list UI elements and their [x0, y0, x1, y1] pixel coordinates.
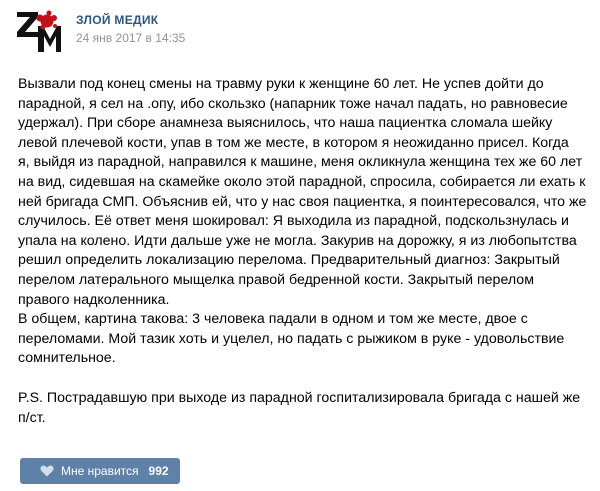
post-paragraph: В общем, картина такова: 3 человека падали в одном и том же месте, двое с переломами. Мой тазик хоть и уцелел, но падать с рыжиком в руке - удовольствие сомнительное.: [18, 311, 565, 367]
post-date[interactable]: 24 янв 2017 в 14:35: [76, 31, 186, 45]
like-label: Мне нравится: [61, 464, 139, 478]
avatar[interactable]: [14, 8, 62, 54]
paragraph-spacer: [18, 369, 588, 389]
author-link[interactable]: ЗЛОЙ МЕДИК: [76, 13, 159, 27]
post-text: [18, 75, 588, 428]
like-count: 992: [148, 464, 169, 478]
post-meta: [76, 13, 185, 46]
post-paragraph: Вызвали под конец смены на травму руки к женщине 60 лет. Не успев дойти до парадной, я сел на .опу, ибо скользко (напарник тоже начал падать, но равновесие удержал). При сборе анамнеза выяснилось, что наша пациентка сломала шейку левой плечевой кости, упав в том же месте, в котором я неожиданно присел. Когда я, выйдя из парадной, направился к машине, меня окликнула женщина тех же 60 лет на вид, сидевшая на скамейке около этой парадной, спросила, собирается ли ехать к ней бригада СМП. Объяснив ей, что у нас своя пациентка, я поинтересовался, что же случилось. Её ответ меня шокировал: Я выходила из парадной, подскользнулась и упала на колено. Идти дальше уже не могла. Закурив на дорожку, я из любопытства решил определить локализацию перелома. Предварительный диагноз: Закрытый перелом латерального мыщелка правой бедренной кости. Закрытый перелом правого надколенника.: [18, 76, 587, 308]
post-paragraph-ps: P.S. Пострадавшую при выходе из парадной госпитализировала бригада с нашей же п/ст.: [18, 389, 581, 426]
heart-icon: [40, 465, 54, 477]
like-button[interactable]: [20, 458, 180, 484]
post-header: [14, 8, 185, 54]
